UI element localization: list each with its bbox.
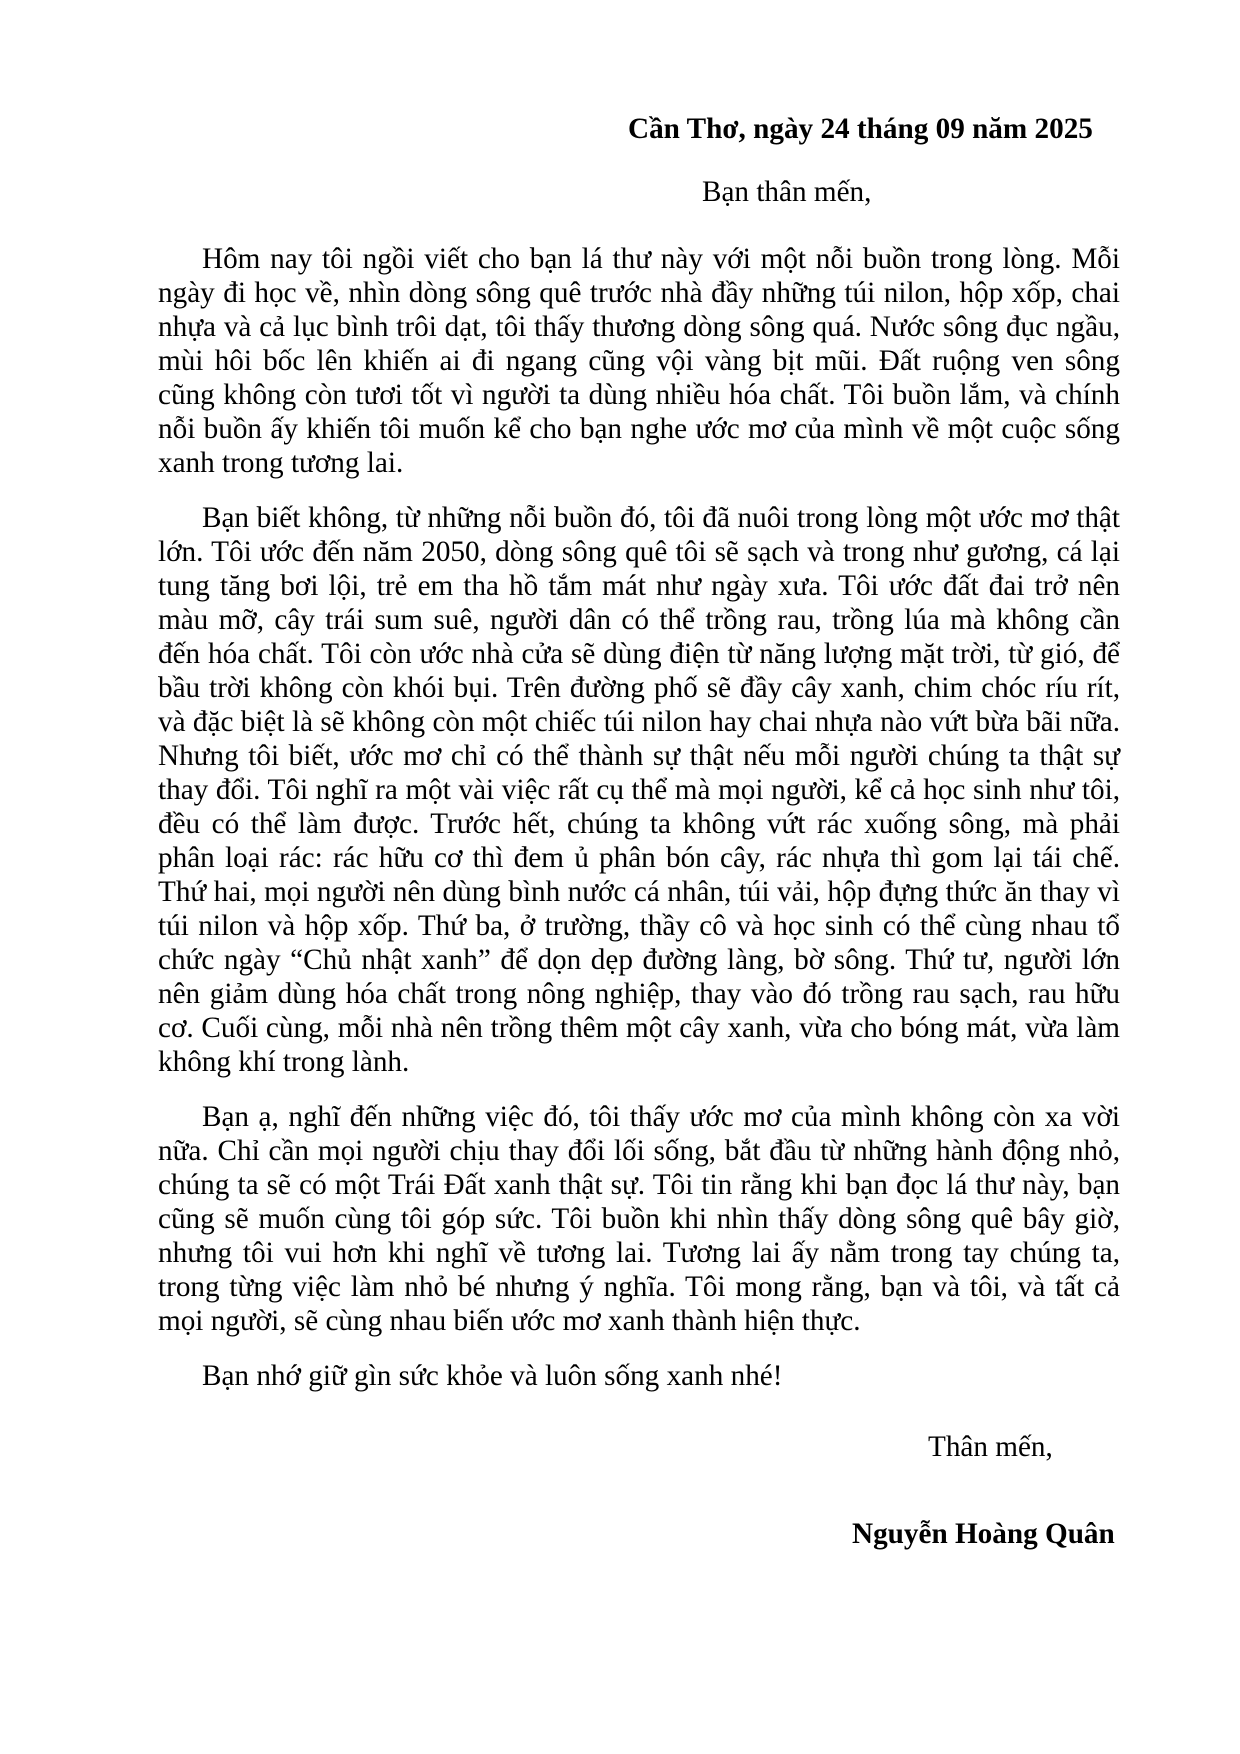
salutation: Bạn thân mến,	[702, 176, 872, 208]
letter-content	[158, 112, 1120, 1551]
letter-paragraph-3: Bạn ạ, nghĩ đến những việc đó, tôi thấy ước mơ của mình không còn xa vời nữa. Chỉ cần mọi người chịu thay đổi lối sống, bắt đầu từ những hành động nhỏ, chúng ta sẽ có một Trái Đất xanh thật sự. Tôi tin rằng khi bạn đọc lá thư này, bạn cũng sẽ muốn cùng tôi góp sức. Tôi buồn khi nhìn thấy dòng sông quê bây giờ, nhưng tôi vui hơn khi nghĩ về tương lai. Tương lai ấy nằm trong tay chúng ta, trong từng việc làm nhỏ bé nhưng ý nghĩa. Tôi mong rằng, bạn và tôi, và tất cả mọi người, sẽ cùng nhau biến ước mơ xanh thành hiện thực.	[158, 1101, 1120, 1337]
letter-paragraph-4: Bạn nhớ giữ gìn sức khỏe và luôn sống xanh nhé!	[202, 1360, 783, 1392]
letter-paragraph-2: Bạn biết không, từ những nỗi buồn đó, tôi đã nuôi trong lòng một ước mơ thật lớn. Tôi ước đến năm 2050, dòng sông quê tôi sẽ sạch và trong như gương, cá lại tung tăng bơi lội, trẻ em tha hồ tắm mát như ngày xưa. Tôi ước đất đai trở nên màu mỡ, cây trái sum suê, người dân có thể trồng rau, trồng lúa mà không cần đến hóa chất. Tôi còn ước nhà cửa sẽ dùng điện từ năng lượng mặt trời, từ gió, để bầu trời không còn khói bụi. Trên đường phố sẽ đầy cây xanh, chim chóc ríu rít, và đặc biệt là sẽ không còn một chiếc túi nilon hay chai nhựa nào vứt bừa bãi nữa. Nhưng tôi biết, ước mơ chỉ có thể thành sự thật nếu mỗi người chúng ta thật sự thay đổi. Tôi nghĩ ra một vài việc rất cụ thể mà mọi người, kể cả học sinh như tôi, đều có thể làm được. Trước hết, chúng ta không vứt rác xuống sông, mà phải phân loại rác: rác hữu cơ thì đem ủ phân bón cây, rác nhựa thì gom lại tái chế. Thứ hai, mọi người nên dùng bình nước cá nhân, túi vải, hộp đựng thức ăn thay vì túi nilon và hộp xốp. Thứ ba, ở trường, thầy cô và học sinh có thể cùng nhau tổ chức ngày “Chủ nhật xanh” để dọn dẹp đường làng, bờ sông. Thứ tư, người lớn nên giảm dùng hóa chất trong nông nghiệp, thay vào đó trồng rau sạch, rau hữu cơ. Cuối cùng, mỗi nhà nên trồng thêm một cây xanh, vừa cho bóng mát, vừa làm không khí trong lành.	[158, 502, 1120, 1078]
date-line: Cần Thơ, ngày 24 tháng 09 năm 2025	[628, 113, 1093, 145]
signature-name: Nguyễn Hoàng Quân	[852, 1518, 1115, 1550]
letter-paragraph-1: Hôm nay tôi ngồi viết cho bạn lá thư này với một nỗi buồn trong lòng. Mỗi ngày đi học về, nhìn dòng sông quê trước nhà đầy những túi nilon, hộp xốp, chai nhựa và cả lục bình trôi dạt, tôi thấy thương dòng sông quá. Nước sông đục ngầu, mùi hôi bốc lên khiến ai đi ngang cũng vội vàng bịt mũi. Đất ruộng ven sông cũng không còn tươi tốt vì người ta dùng nhiều hóa chất. Tôi buồn lắm, và chính nỗi buồn ấy khiến tôi muốn kể cho bạn nghe ước mơ của mình về một cuộc sống xanh trong tương lai.	[158, 243, 1120, 479]
closing-line: Thân mến,	[928, 1431, 1053, 1463]
